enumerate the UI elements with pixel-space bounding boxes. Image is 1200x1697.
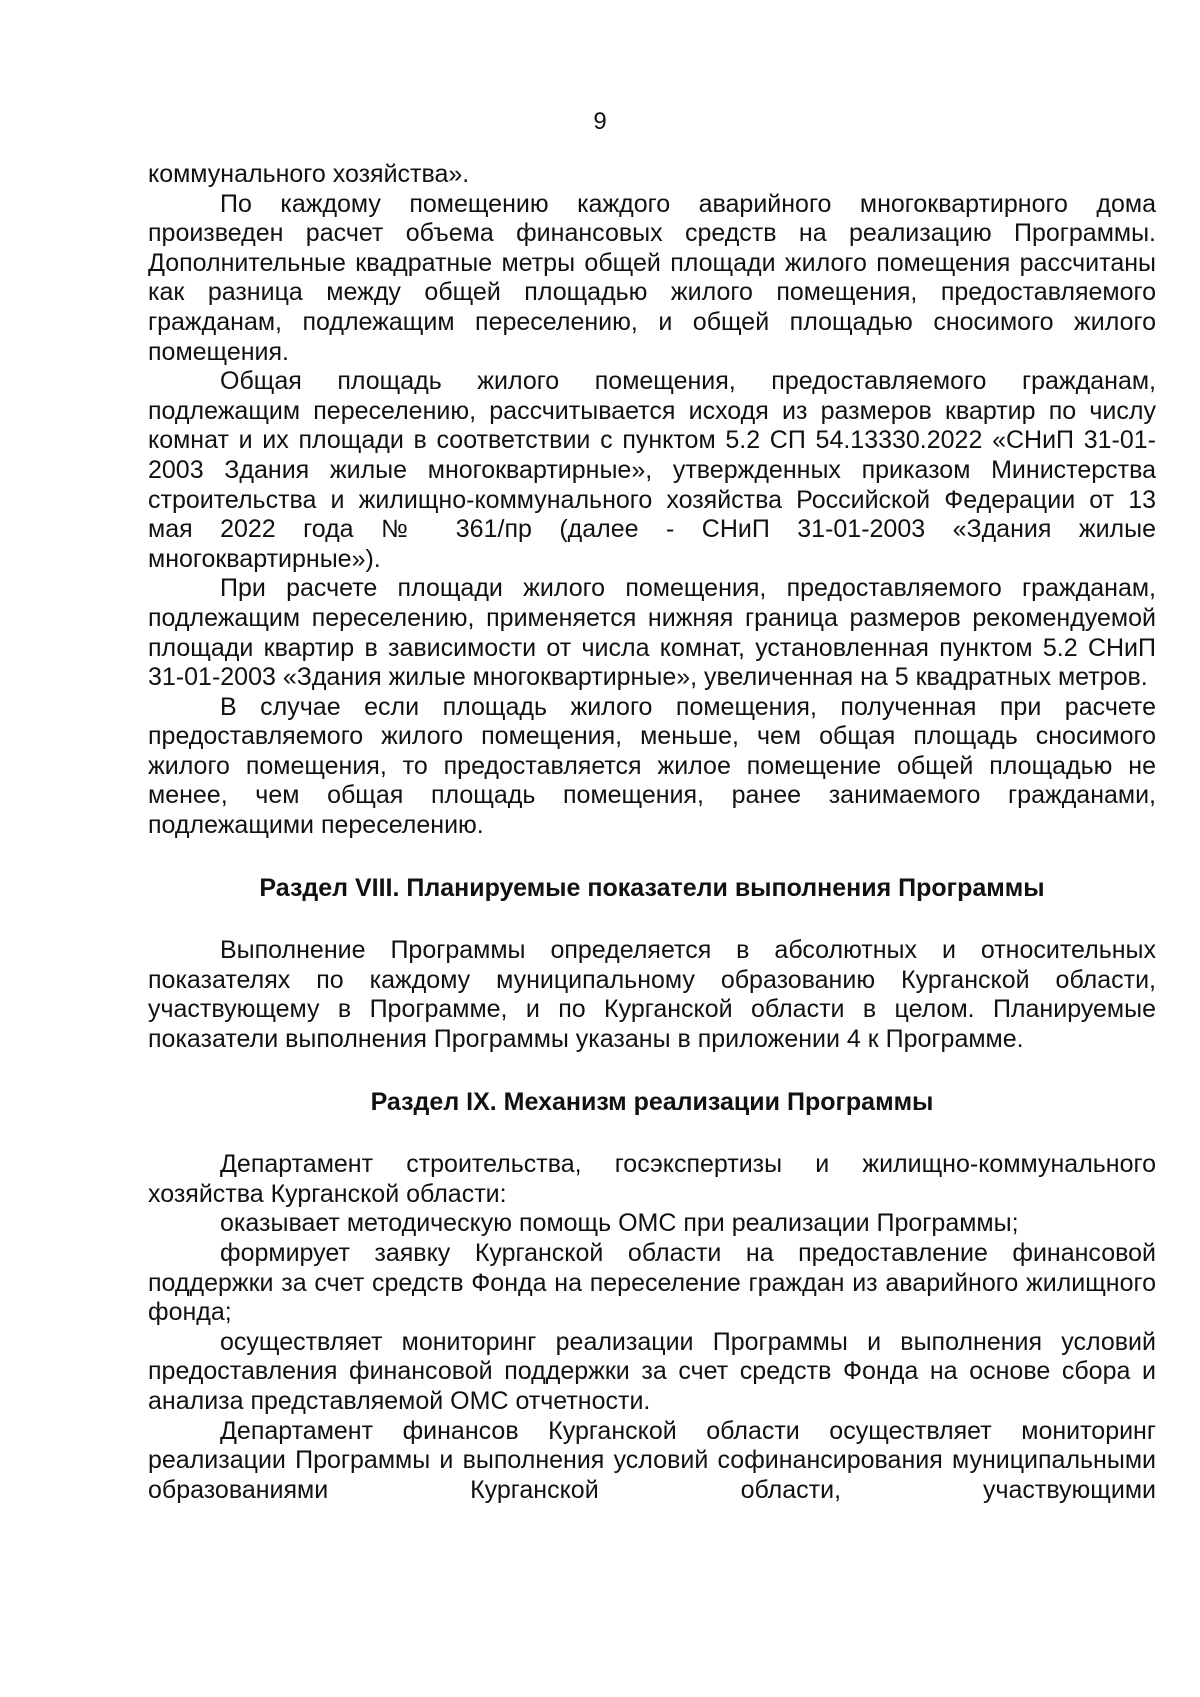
paragraph-continuation: коммунального хозяйства». (148, 160, 470, 188)
section-8-heading: Раздел VIII. Планируемые показатели выполнения Программы (259, 873, 1045, 902)
section-9-paragraph: осуществляет мониторинг реализации Программы и выполнения условий предоставления финансовой поддержки за счет средств Фонда на основе сбора и анализа представляемой ОМС отчетности. (148, 1327, 1156, 1415)
paragraph-calculation: По каждому помещению каждого аварийного многоквартирного дома произведен расчет объема финансовых средств на реализацию Программы. Дополнительные квадратные метры общей площади жилого помещения рассчитаны как разница между общей площадью жилого помещения, предоставляемого гражданам, подлежащим переселению, и общей площадью сносимого жилого помещения. (148, 189, 1156, 366)
page-number: 9 (593, 108, 607, 135)
section-9-heading: Раздел IX. Механизм реализации Программы (370, 1087, 934, 1116)
section-9-paragraph: оказывает методическую помощь ОМС при реализации Программы; (220, 1209, 1019, 1238)
document-body (148, 160, 1156, 1505)
paragraph-minimum-area: В случае если площадь жилого помещения, полученная при расчете предоставляемого жилого помещения, меньше, чем общая площадь сносимого жилого помещения, то предоставляется жилое помещение общей площадью не менее, чем общая площадь помещения, ранее занимаемого гражданами, подлежащими переселению. (148, 692, 1156, 840)
section-9-paragraph: Департамент строительства, госэкспертизы и жилищно-коммунального хозяйства Курганской области: (148, 1150, 1156, 1208)
paragraph-total-area: Общая площадь жилого помещения, предоставляемого гражданам, подлежащим переселению, рассчитывается исходя из размеров квартир по числу комнат и их площади в соответствии с пунктом 5.2 СП 54.13330.2022 «СНиП 31-01-2003 Здания жилые многоквартирные», утвержденных приказом Министерства строительства и жилищно-коммунального хозяйства Российской Федерации от 13 мая 2022 года № 361/пр (далее - СНиП 31-01-2003 «Здания жилые многоквартирные»). (148, 367, 1156, 573)
section-9-paragraph: формирует заявку Курганской области на предоставление финансовой поддержки за счет средств Фонда на переселение граждан из аварийного жилищного фонда; (148, 1239, 1156, 1327)
paragraph-lower-bound: При расчете площади жилого помещения, предоставляемого гражданам, подлежащим переселению, применяется нижняя граница размеров рекомендуемой площади квартир в зависимости от числа комнат, установленная пунктом 5.2 СНиП 31-01-2003 «Здания жилые многоквартирные», увеличенная на 5 квадратных метров. (148, 574, 1156, 692)
section-8-paragraph: Выполнение Программы определяется в абсолютных и относительных показателях по каждому муниципальному образованию Курганской области, участвующему в Программе, и по Курганской области в целом. Планируемые показатели выполнения Программы указаны в приложении 4 к Программе. (148, 936, 1156, 1054)
section-9-paragraph: Департамент финансов Курганской области осуществляет мониторинг реализации Программы и выполнения условий софинансирования муниципальными образованиями Курганской области, участвующими (148, 1416, 1156, 1504)
